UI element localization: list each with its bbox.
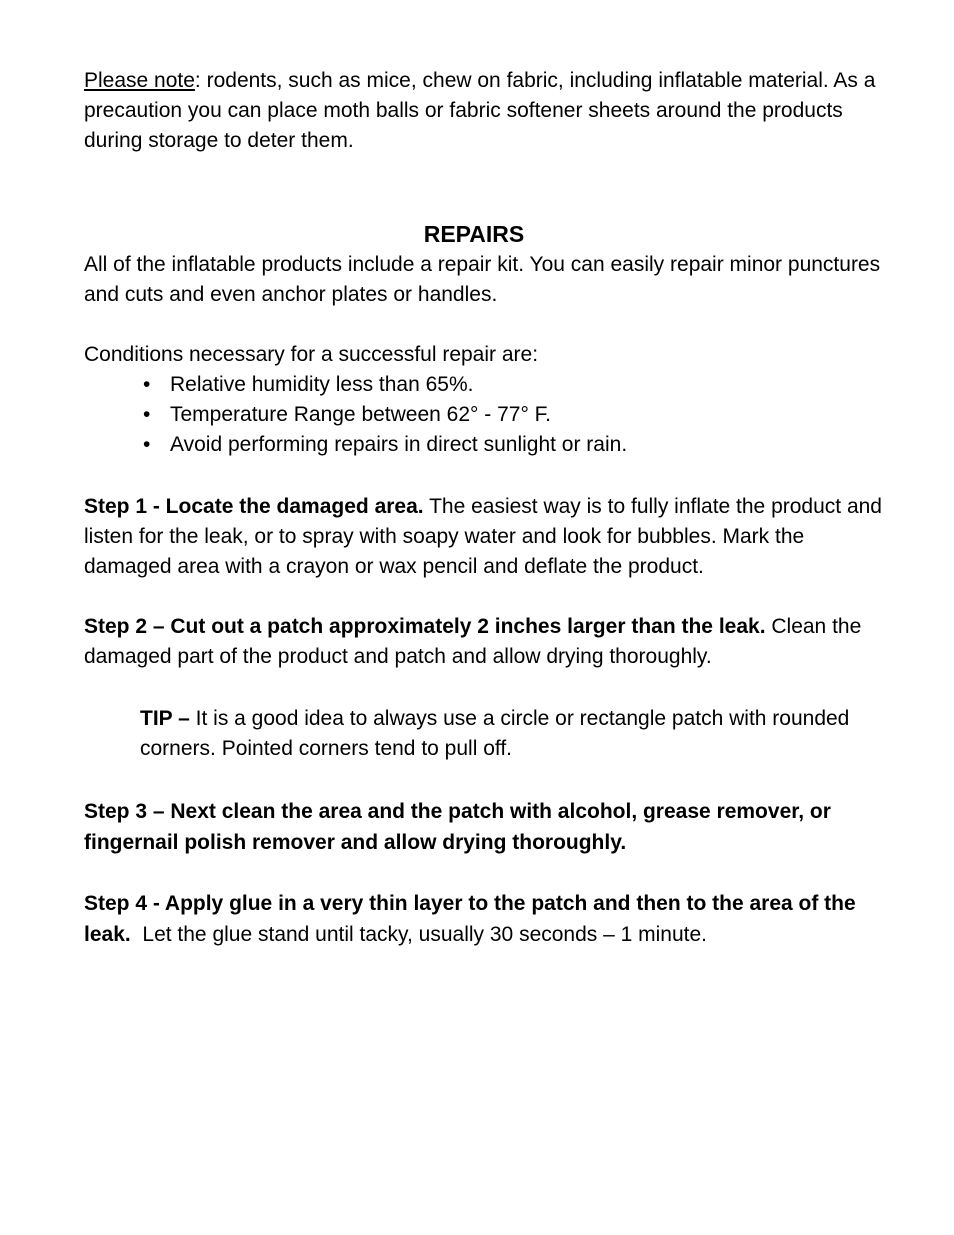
step-3: Step 3 – Next clean the area and the patch with alcohol, grease remover, or fingernail polish remover and allow drying thoroughly. (84, 800, 831, 854)
list-item: • Relative humidity less than 65%. (170, 370, 884, 400)
list-item: • Temperature Range between 62° - 77° F. (170, 400, 884, 430)
note-text: : rodents, such as mice, chew on fabric, including inflatable material. As a precaution you can place moth balls or fabric softener sheets around the products during storage to deter them. (84, 69, 876, 152)
step-1-text: The easiest way is to fully inflate the product and listen for the leak, or to spray with soapy water and look for bubbles. Mark the damaged area with a crayon or wax pencil and deflate the product. (84, 495, 882, 578)
step-4-title: Step 4 - Apply glue in a very thin layer to the patch and then to the area of the leak. (84, 892, 856, 946)
conditions-list (84, 370, 884, 460)
conditions-intro: Conditions necessary for a successful repair are: (84, 343, 539, 366)
step-4 (84, 888, 884, 950)
step-4-text: Let the glue stand until tacky, usually 30 seconds – 1 minute. (130, 923, 708, 946)
step-1-title: Step 1 - Locate the damaged area. (84, 495, 424, 518)
storage-note (84, 66, 884, 156)
tip-text: It is a good idea to always use a circle or rectangle patch with rounded corners. Pointed corners tend to pull off. (140, 707, 850, 760)
tip-title: TIP – (140, 707, 190, 730)
step-1 (84, 492, 884, 582)
step-2 (84, 612, 884, 672)
repairs-heading: REPAIRS (423, 221, 525, 247)
tip (140, 704, 884, 764)
note-label: Please note (84, 69, 195, 92)
step-2-text: Clean the damaged part of the product and patch and allow drying thoroughly. (84, 615, 862, 668)
repairs-intro: All of the inflatable products include a repair kit. You can easily repair minor punctures and cuts and even anchor plates or handles. (84, 253, 881, 306)
list-item: • Avoid performing repairs in direct sunlight or rain. (170, 430, 884, 460)
step-2-title: Step 2 – Cut out a patch approximately 2 inches larger than the leak. (84, 615, 766, 638)
document-page (84, 66, 884, 950)
